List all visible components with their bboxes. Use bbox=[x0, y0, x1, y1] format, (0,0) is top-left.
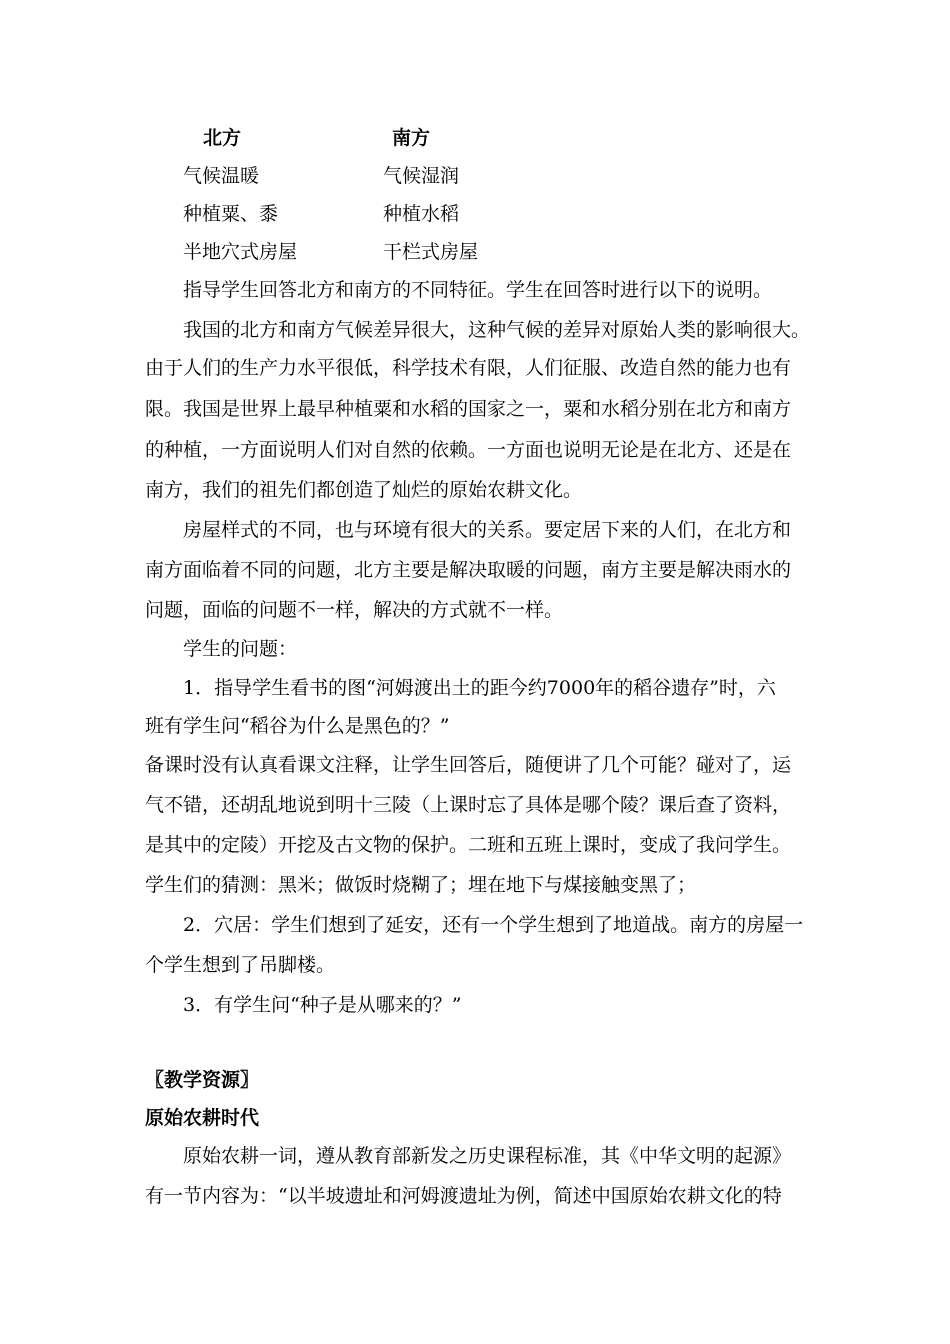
paragraph-line: 气不错，还胡乱地说到明十三陵（上课时忘了具体是哪个陵？课后查了资料， bbox=[145, 794, 792, 816]
paragraph-line: 班有学生问“稻谷为什么是黑色的？” bbox=[145, 715, 450, 737]
paragraph-line: 限。我国是世界上最早种植粟和水稻的国家之一，粟和水稻分别在北方和南方 bbox=[145, 398, 792, 420]
row-north: 半地穴式房屋 bbox=[183, 241, 298, 263]
paragraph-line: 南方面临着不同的问题，北方主要是解决取暖的问题，南方主要是解决雨水的 bbox=[145, 559, 792, 581]
paragraph-line: 的种植，一方面说明人们对自然的依赖。一方面也说明无论是在北方、还是在 bbox=[145, 439, 792, 461]
paragraph-line: 是其中的定陵）开挖及古文物的保护。二班和五班上课时，变成了我问学生。 bbox=[145, 834, 792, 856]
row-north: 气候温暖 bbox=[183, 165, 260, 187]
paragraph-line: 由于人们的生产力水平很低，科学技术有限，人们征服、改造自然的能力也有 bbox=[145, 357, 792, 379]
paragraph-line: 学生们的猜测：黑米；做饭时烧糊了；埋在地下与煤接触变黑了； bbox=[145, 874, 697, 896]
section-subtitle: 原始农耕时代 bbox=[145, 1107, 260, 1129]
paragraph-line: 备课时没有认真看课文注释，让学生回答后，随便讲了几个可能？碰对了，运 bbox=[145, 754, 792, 776]
paragraph-line: 我国的北方和南方气候差异很大，这种气候的差异对原始人类的影响很大。 bbox=[183, 319, 811, 341]
paragraph-line: 3．有学生问“种子是从哪来的？” bbox=[183, 994, 462, 1016]
row-south: 干栏式房屋 bbox=[383, 241, 479, 263]
paragraph-line: 有一节内容为：“以半坡遗址和河姆渡遗址为例，简述中国原始农耕文化的特 bbox=[145, 1185, 782, 1207]
row-south: 气候湿润 bbox=[383, 165, 460, 187]
header-south: 南方 bbox=[392, 127, 431, 149]
paragraph-line: 房屋样式的不同，也与环境有很大的关系。要定居下来的人们，在北方和 bbox=[183, 519, 792, 541]
paragraph-line: 指导学生回答北方和南方的不同特征。学生在回答时进行以下的说明。 bbox=[183, 279, 773, 301]
section-title: 〖教学资源〗 bbox=[145, 1069, 260, 1091]
paragraph-line: 2．穴居：学生们想到了延安，还有一个学生想到了地道战。南方的房屋一 bbox=[183, 914, 804, 936]
paragraph-line: 问题，面临的问题不一样，解决的方式就不一样。 bbox=[145, 599, 564, 621]
paragraph-line: 1．指导学生看书的图“河姆渡出土的距今约7000年的稻谷遗存”时，六 bbox=[183, 677, 776, 699]
paragraph-line: 个学生想到了吊脚楼。 bbox=[145, 954, 336, 976]
header-north: 北方 bbox=[203, 127, 242, 149]
row-north: 种植粟、黍 bbox=[183, 203, 279, 225]
questions-label: 学生的问题： bbox=[183, 638, 298, 660]
paragraph-line: 南方，我们的祖先们都创造了灿烂的原始农耕文化。 bbox=[145, 479, 583, 501]
paragraph-line: 原始农耕一词，遵从教育部新发之历史课程标准，其《中华文明的起源》 bbox=[183, 1145, 792, 1167]
row-south: 种植水稻 bbox=[383, 203, 460, 225]
